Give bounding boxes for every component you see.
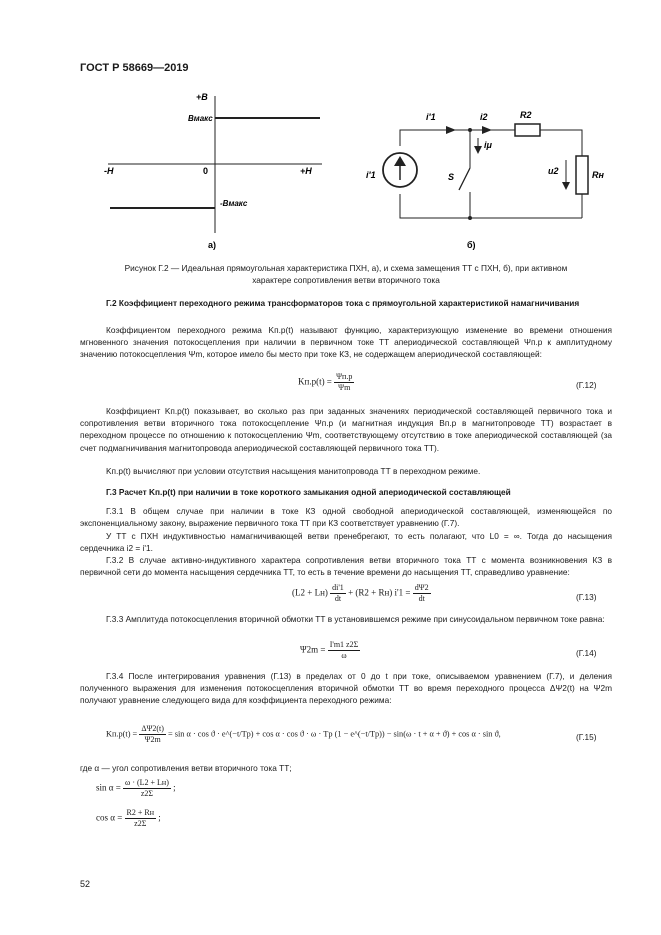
cos-alpha-definition	[96, 808, 161, 829]
label-switch: S	[448, 172, 455, 182]
eq13-part1: (L2 + Lн)	[292, 587, 328, 598]
bh-characteristic-figure	[100, 88, 330, 258]
eq15-lhs: Kп.р(t) =	[106, 729, 138, 739]
equation-g15	[106, 724, 501, 745]
eq13-num2: dΨ2	[414, 583, 429, 592]
eq14-numerator: I'm1 z2Σ	[329, 640, 359, 649]
document-header: ГОСТ Р 58669—2019	[80, 62, 189, 74]
label-plus-h: +H	[300, 166, 312, 176]
label-i1-prime: i'1	[426, 112, 436, 122]
section-g2-heading: Г.2 Коэффициент переходного режима трансформаторов тока с прямоугольной характеристикой намагничивания	[106, 298, 580, 308]
section-g2-paragraph-2: Коэффициент Kп.р(t) показывает, во сколько раз при заданных значениях периодической составляющей первичного тока и сопротивления ветви вторичного тока потокосцепление Ψп.р (и магнитная индукция Bп.р в магнитопроводе ТТ) возрастает в переходном процессе по отношению к потокосцеплению Ψm, соответствующему отсутствию в токе апериодической составляющей (за счет подмагничивания магнитопровода апериодической составляющей первичного тока ТТ).	[80, 406, 612, 453]
eq15-numerator: ΔΨ2(t)	[141, 724, 164, 733]
section-g3-paragraph-5: Г.3.4 После интегрирования уравнения (Г.13) в пределах от 0 до t при токе, описываемом уравнением (Г.7), и деления полученного выражения для изменения потокосцепления вторичной обмотки ТТ во время переходного процесса ΔΨ2(t) на Ψ2m получают уравнение следующего вида для коэффициента переходного режима:	[80, 671, 612, 706]
section-g3-heading: Г.3 Расчет Kп.р(t) при наличии в токе короткого замыкания одной апериодической составляющей	[106, 487, 511, 497]
eq14-denominator: ω	[341, 651, 347, 660]
label-source-current: i'1	[366, 170, 376, 180]
section-g3-paragraph-3: Г.3.2 В случае активно-индуктивного характера сопротивления ветви вторичного тока ТТ с момента возникновения КЗ в первичной сети до момента насыщения сердечника ТТ, то есть в течение времени до насыщения ТТ, справедливо уравнение:	[80, 555, 612, 578]
label-minus-b-max: -Bмакс	[220, 199, 248, 208]
eq13-part2: + (R2 + Rн) i'1 =	[348, 587, 411, 598]
eq13-den2: dt	[418, 594, 425, 603]
section-g3-paragraph-1: Г.3.1 В общем случае при наличии в токе КЗ одной свободной апериодической составляющей, изменяющейся по экспоненциальному закону, выражение первичного тока ТТ при КЗ соответствует уравнению (Г.7).	[80, 506, 612, 529]
label-b-max: Bмакс	[188, 114, 213, 123]
label-rn: Rн	[592, 170, 604, 180]
cos-denominator: z2Σ	[134, 819, 147, 828]
eq14-number: (Г.14)	[576, 648, 597, 658]
figure-b-label: б)	[467, 240, 476, 250]
label-zero: 0	[203, 166, 209, 176]
equivalent-circuit-figure	[360, 98, 605, 258]
eq15-denominator: Ψ2m	[144, 735, 161, 744]
label-minus-h: -H	[104, 166, 114, 176]
cos-numerator: R2 + Rн	[126, 808, 155, 817]
section-g3-paragraph-2: У ТТ с ПХН индуктивностью намагничивающей ветви пренебрегают, то есть полагают, что L0 = ∞. Тогда до насыщения сердечника i2 = i'1.	[80, 531, 612, 554]
equation-g12	[298, 372, 354, 393]
eq12-denominator: Ψm	[338, 383, 351, 392]
sin-denominator: z2Σ	[140, 789, 154, 798]
eq13-number: (Г.13)	[576, 592, 597, 602]
sin-numerator: ω · (L2 + Lн)	[125, 778, 169, 787]
page-number: 52	[80, 879, 91, 889]
section-g3-paragraph-4: Г.3.3 Амплитуда потокосцепления вторичной обмотки ТТ в установившемся режиме при синусоидальном первичном токе равна:	[106, 614, 605, 624]
eq13-den1: dt	[334, 594, 342, 603]
eq12-number: (Г.12)	[576, 380, 597, 390]
eq15-number: (Г.15)	[576, 732, 597, 742]
eq15-rhs: = sin α · cos ϑ · e^(−t/Tp) + cos α · cos ϑ · ω · Tp (1 − e^(−t/Tp)) − sin(ω · t + α + ϑ) + cos α · sin ϑ,	[168, 729, 501, 739]
figure-caption-line2: характере сопротивления ветви вторичного тока	[252, 275, 440, 285]
where-text: где α — угол сопротивления ветви вторичного тока ТТ;	[80, 763, 292, 773]
sin-lhs: sin α =	[96, 782, 121, 793]
eq14-lhs: Ψ2m =	[300, 644, 326, 655]
sin-end: ;	[173, 782, 176, 793]
label-plus-b: +B	[196, 92, 208, 102]
section-g2-paragraph-3: Kп.р(t) вычисляют при условии отсутствия насыщения манитопровода ТТ в переходном режиме.	[106, 466, 481, 476]
label-i-mu: iμ	[484, 140, 492, 150]
eq12-lhs: Kп.р(t) =	[298, 376, 332, 387]
label-u2: u2	[548, 166, 559, 176]
sin-alpha-definition	[96, 778, 176, 799]
label-r2: R2	[520, 110, 532, 120]
eq13-num1: di'1	[332, 583, 344, 592]
figure-a-label: а)	[208, 240, 217, 250]
equation-g13	[292, 583, 431, 604]
equation-g14	[300, 640, 360, 661]
section-g2-paragraph-1: Коэффициентом переходного режима Kп.р(t) называют функцию, характеризующую изменение во времени отношения мгновенного значения потокосцепления при наличии в первичном токе ТТ апериодической составляющей Ψп.р к амплитудному значению потокосцепления Ψm, которое имело бы место при токе КЗ, не содержащем апериодической составляющей:	[80, 325, 612, 360]
eq12-numerator: Ψп.р	[336, 372, 353, 381]
cos-lhs: cos α =	[96, 812, 123, 823]
figure-caption-line1: Рисунок Г.2 — Идеальная прямоугольная характеристика ПХН, а), и схема замещения ТТ с ПХН, б), при активном	[124, 263, 568, 273]
cos-end: ;	[158, 812, 161, 823]
label-i2: i2	[480, 112, 488, 122]
